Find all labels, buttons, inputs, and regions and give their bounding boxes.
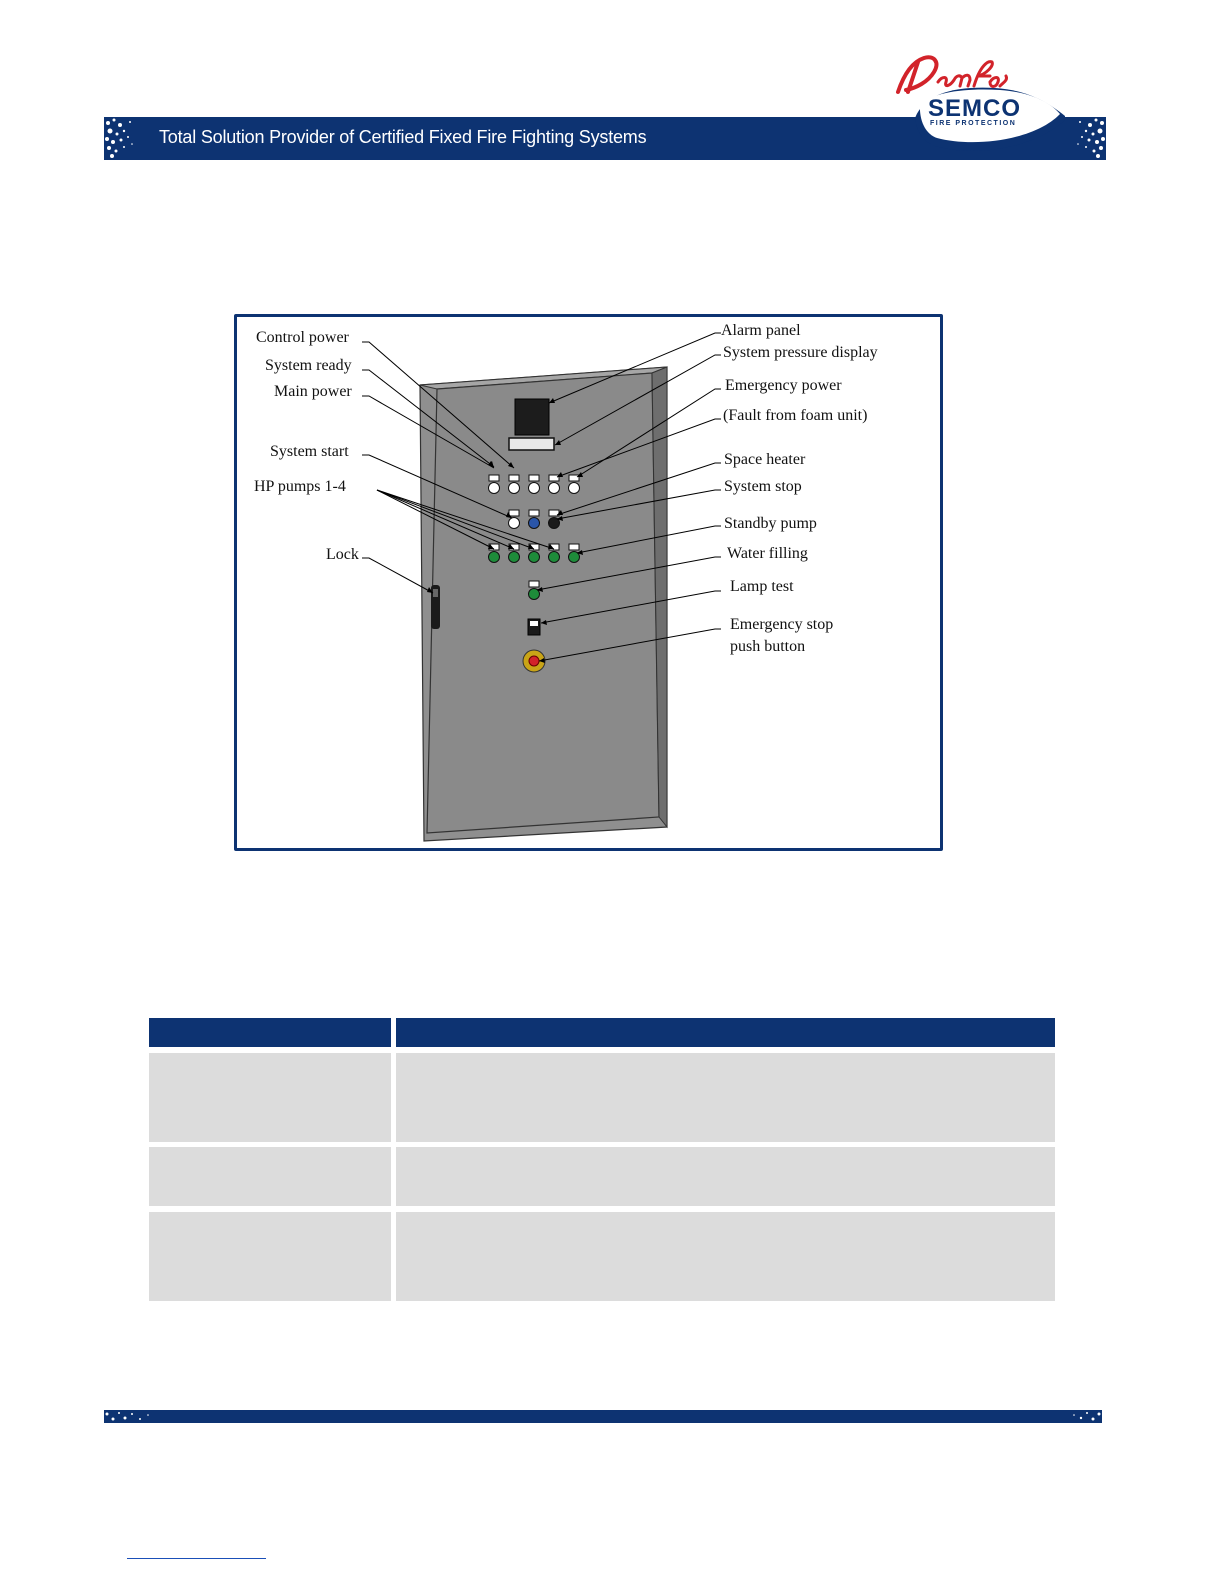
table-row-3-cell-1 xyxy=(149,1212,391,1301)
fire-protection-logo-text: FIRE PROTECTION xyxy=(930,120,1017,127)
header-tagline: Total Solution Provider of Certified Fixed Fire Fighting Systems xyxy=(159,127,647,147)
label-system-ready: System ready xyxy=(265,357,352,374)
label-system-stop: System stop xyxy=(724,478,802,495)
footer-link-underline[interactable] xyxy=(127,1558,266,1559)
label-emergency-stop: Emergency stop xyxy=(730,616,834,633)
footer-speckle-left xyxy=(104,1410,154,1423)
speckle-decoration-right xyxy=(1066,117,1106,160)
label-alarm-panel: Alarm panel xyxy=(721,322,801,339)
label-hp-pumps: HP pumps 1-4 xyxy=(254,478,346,495)
table-row-1-cell-2 xyxy=(396,1053,1055,1142)
speckle-decoration-left xyxy=(104,117,144,160)
label-system-start: System start xyxy=(270,443,349,460)
table-header-cell-1 xyxy=(149,1018,391,1047)
table-row-2-cell-2 xyxy=(396,1147,1055,1206)
label-lock: Lock xyxy=(326,546,359,563)
label-fault-from-foam-unit: (Fault from foam unit) xyxy=(723,407,868,424)
table-row-2-cell-1 xyxy=(149,1147,391,1206)
label-standby-pump: Standby pump xyxy=(724,515,817,532)
label-main-power: Main power xyxy=(274,383,352,400)
label-water-filling: Water filling xyxy=(727,545,808,562)
label-emergency-power: Emergency power xyxy=(725,377,842,394)
footer-band xyxy=(104,1410,1102,1423)
label-space-heater: Space heater xyxy=(724,451,806,468)
table-row-3-cell-2 xyxy=(396,1212,1055,1301)
label-lamp-test: Lamp test xyxy=(730,578,794,595)
label-system-pressure-display: System pressure display xyxy=(723,344,878,361)
semco-logo-text: SEMCO xyxy=(928,95,1022,122)
label-push-button: push button xyxy=(730,638,806,655)
control-panel-figure xyxy=(234,314,943,851)
danfoss-logo-icon xyxy=(894,52,1012,98)
footer-speckle-right xyxy=(1062,1410,1102,1423)
label-control-power: Control power xyxy=(256,329,349,346)
table-header-cell-2 xyxy=(396,1018,1055,1047)
table-row-1-cell-1 xyxy=(149,1053,391,1142)
